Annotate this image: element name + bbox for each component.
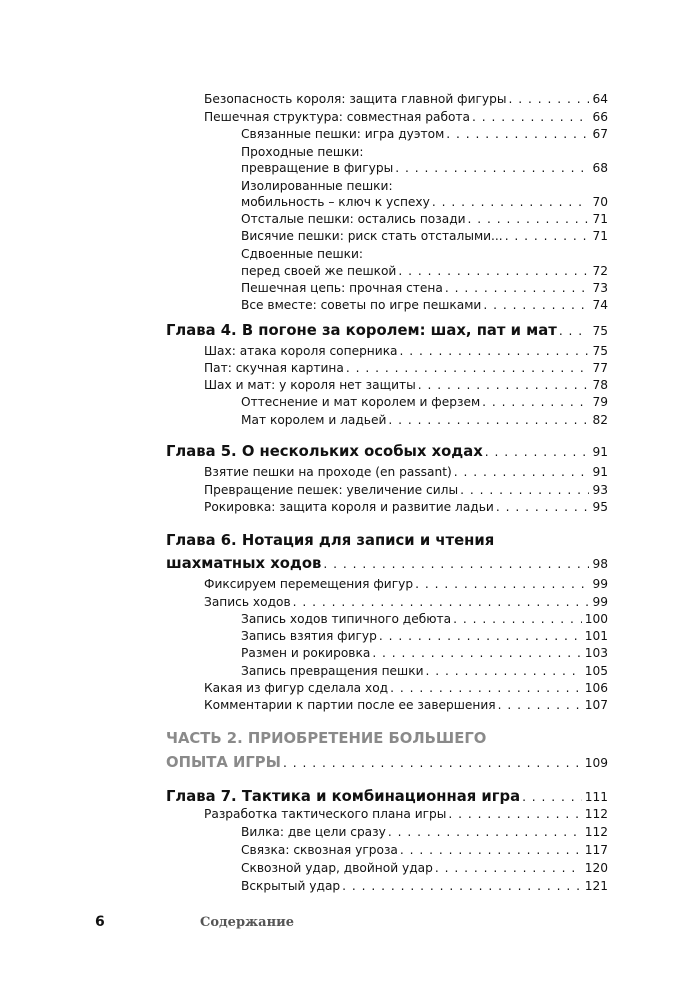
toc-entry[interactable] [241,281,608,295]
toc-entry-title: Оттеснение и мат королем и ферзем [241,395,481,409]
toc-entry-title: превращение в фигуры [241,161,394,175]
toc-entry-title: Все вместе: советы по игре пешками [241,298,482,312]
toc-entry[interactable] [241,879,608,893]
toc-page-number: 75 [592,324,608,338]
toc-entry-title: Размен и рокировка [241,646,371,660]
dot-leader [388,825,582,839]
dot-leader [460,483,589,497]
toc-page-number: 71 [592,229,608,243]
toc-entry[interactable] [204,595,608,609]
dot-leader [483,298,589,312]
toc-part[interactable] [166,754,608,771]
toc-entry[interactable] [204,807,608,821]
dot-leader [453,612,582,626]
toc-entry[interactable] [204,378,608,392]
dot-leader [472,110,590,124]
toc-entry[interactable] [241,195,608,209]
toc-page-number: 112 [584,825,608,839]
toc-page-number: 100 [584,612,608,626]
toc-page-number: 101 [584,629,608,643]
toc-entry-title: мобильность – ключ к успеху [241,195,430,209]
toc-entry[interactable] [204,344,608,358]
dot-leader [379,629,582,643]
dot-leader [390,681,582,695]
toc-page-number: 74 [592,298,608,312]
toc-entry[interactable] [204,698,608,712]
toc-entry[interactable] [241,646,608,660]
toc-page-number: 68 [592,161,608,175]
toc-entry[interactable] [241,212,608,226]
dot-leader [445,281,590,295]
toc-entry-title: Запись взятия фигур [241,629,377,643]
toc-chapter[interactable] [166,443,608,460]
toc-entry-title: Глава 7. Тактика и комбинационная игра [166,788,521,805]
toc-chapter[interactable] [166,788,608,805]
toc-entry[interactable] [241,127,608,141]
toc-entry-title: Глава 4. В погоне за королем: шах, пат и мат [166,322,557,339]
toc-page-number: 99 [592,595,608,609]
toc-entry-title: Пешечная структура: совместная работа [204,110,470,124]
toc-entry[interactable] [241,843,608,857]
dot-leader [468,212,590,226]
dot-leader [293,595,590,609]
toc-page-number: 109 [584,756,608,770]
dot-leader [346,361,590,375]
dot-leader [448,807,581,821]
toc-entry-line: Изолированные пешки: [241,179,393,193]
dot-leader [426,664,582,678]
toc-page-number: 112 [584,807,608,821]
dot-leader [505,229,590,243]
toc-entry[interactable] [241,161,608,175]
toc-chapter[interactable] [166,322,608,339]
toc-page-number: 91 [592,445,608,459]
toc-entry[interactable] [241,825,608,839]
toc-entry-line: Проходные пешки: [241,145,364,159]
toc-entry-title: Вилка: две цели сразу [241,825,386,839]
toc-entry-title: Пешечная цепь: прочная стена [241,281,443,295]
toc-page-number: 79 [592,395,608,409]
dot-leader [395,161,589,175]
toc-entry-title: перед своей же пешкой [241,264,397,278]
toc-entry-title: Сквозной удар, двойной удар [241,861,433,875]
dot-leader [454,465,590,479]
page-number: 6 [95,914,105,930]
toc-entry-title: Висячие пешки: риск стать отсталыми... [241,229,503,243]
toc-entry-title: Шах: атака короля соперника [204,344,398,358]
toc-page-number: 103 [584,646,608,660]
toc-entry-title: Связанные пешки: игра дуэтом [241,127,445,141]
toc-page-number: 71 [592,212,608,226]
toc-page-number: 78 [592,378,608,392]
toc-page-number: 73 [592,281,608,295]
toc-entry-line: ЧАСТЬ 2. ПРИОБРЕТЕНИЕ БОЛЬШЕГО [166,730,487,747]
toc-entry-title: Взятие пешки на проходе (en passant) [204,465,452,479]
toc-entry[interactable] [204,361,608,375]
toc-entry[interactable] [241,612,608,626]
dot-leader [522,790,582,804]
toc-entry[interactable] [204,465,608,479]
toc-page-number: 64 [592,92,608,106]
toc-page-number: 67 [592,127,608,141]
toc-entry[interactable] [241,629,608,643]
toc-page-number: 105 [584,664,608,678]
dot-leader [435,861,582,875]
toc-page-number: 75 [592,344,608,358]
toc-page-number: 117 [584,843,608,857]
toc-page-number: 121 [584,879,608,893]
dot-leader [485,445,590,459]
toc-page-number: 98 [592,557,608,571]
toc-entry[interactable] [204,483,608,497]
dot-leader [283,756,582,770]
toc-entry-title: Глава 5. О нескольких особых ходах [166,443,483,460]
toc-page-number: 111 [584,790,608,804]
dot-leader [482,395,589,409]
toc-page-number: 77 [592,361,608,375]
toc-entry[interactable] [204,110,608,124]
dot-leader [372,646,581,660]
toc-entry[interactable] [241,664,608,678]
toc-entry[interactable] [241,413,608,427]
toc-entry-title: Отсталые пешки: остались позади [241,212,466,226]
toc-entry-title: Разработка тактического плана игры [204,807,447,821]
toc-entry[interactable] [241,298,608,312]
dot-leader [388,413,589,427]
dot-leader [400,843,582,857]
dot-leader [400,344,590,358]
dot-leader [498,698,582,712]
toc-entry-title: Шах и мат: у короля нет защиты [204,378,416,392]
running-title: Содержание [200,915,295,930]
toc-page-number: 120 [584,861,608,875]
toc-entry[interactable] [241,264,608,278]
toc-page-number: 70 [592,195,608,209]
dot-leader [559,324,590,338]
dot-leader [509,92,590,106]
dot-leader [446,127,589,141]
toc-entry[interactable] [204,577,608,591]
toc-entry-title: Какая из фигур сделала ход [204,681,389,695]
toc-entry[interactable] [241,395,608,409]
toc-entry-title: Запись превращения пешки [241,664,424,678]
toc-entry-title: Мат королем и ладьей [241,413,387,427]
dot-leader [323,557,589,571]
toc-page-number: 106 [584,681,608,695]
toc-page-number: 95 [592,500,608,514]
toc-entry-title: шахматных ходов [166,555,322,572]
dot-leader [496,500,590,514]
toc-entry-title: ОПЫТА ИГРЫ [166,754,281,771]
toc-entry[interactable] [241,229,608,243]
toc-entry[interactable] [204,92,608,106]
toc-chapter[interactable] [166,555,608,572]
toc-entry[interactable] [204,681,608,695]
dot-leader [432,195,590,209]
toc-entry-title: Связка: сквозная угроза [241,843,398,857]
toc-entry-title: Комментарии к партии после ее завершения [204,698,496,712]
dot-leader [415,577,589,591]
toc-page-number: 72 [592,264,608,278]
toc-page-number: 66 [592,110,608,124]
toc-entry-line: Глава 6. Нотация для записи и чтения [166,532,495,549]
toc-entry-title: Фиксируем перемещения фигур [204,577,414,591]
toc-page-number: 107 [584,698,608,712]
toc-entry[interactable] [204,500,608,514]
toc-entry-line: Сдвоенные пешки: [241,247,364,261]
dot-leader [418,378,590,392]
toc-entry-title: Безопасность короля: защита главной фигуры [204,92,507,106]
toc-page-number: 99 [592,577,608,591]
dot-leader [342,879,582,893]
toc-page-number: 93 [592,483,608,497]
dot-leader [398,264,589,278]
toc-entry-title: Запись ходов типичного дебюта [241,612,452,626]
toc-page-number: 91 [592,465,608,479]
toc-entry-title: Вскрытый удар [241,879,341,893]
toc-entry-title: Запись ходов [204,595,291,609]
toc-entry-title: Пат: скучная картина [204,361,344,375]
toc-entry-title: Рокировка: защита короля и развитие ладьи [204,500,494,514]
toc-entry-title: Превращение пешек: увеличение силы [204,483,459,497]
toc-entry[interactable] [241,861,608,875]
toc-page-number: 82 [592,413,608,427]
